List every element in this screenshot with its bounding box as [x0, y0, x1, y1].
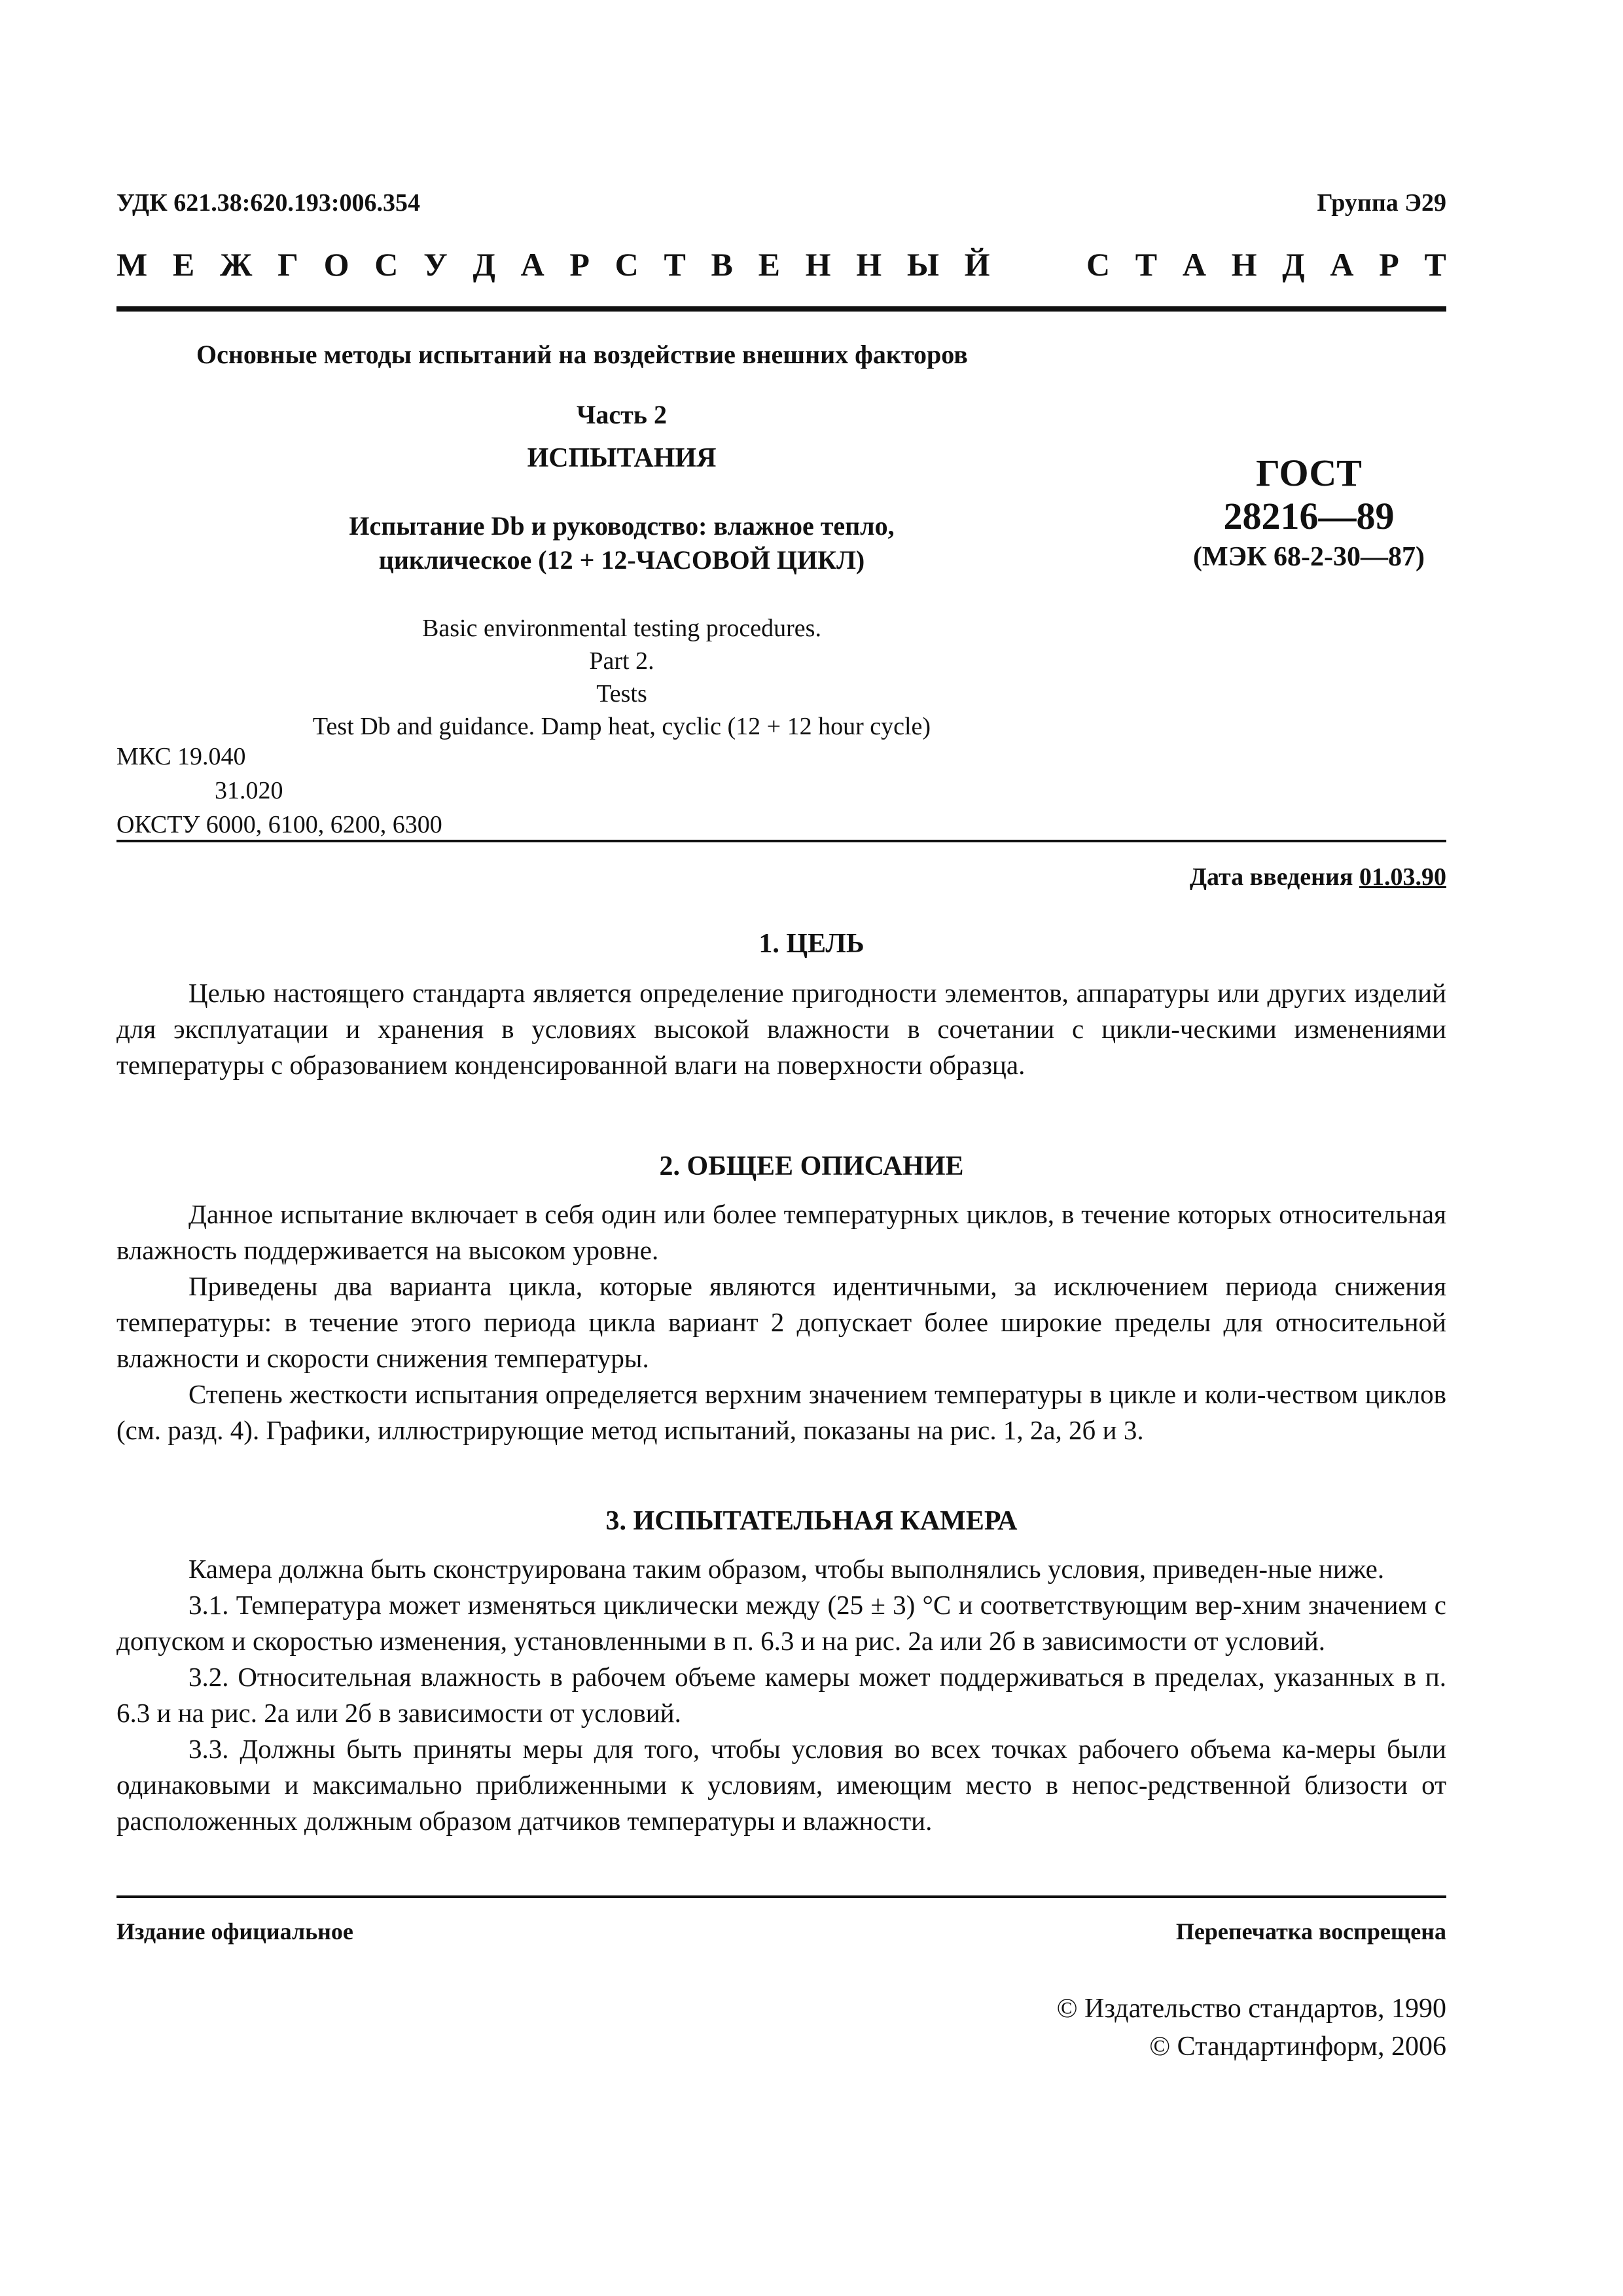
udk-code: УДК 621.38:620.193:006.354 [116, 189, 421, 217]
section-heading-2: 2. ОБЩЕЕ ОПИСАНИЕ [659, 1151, 964, 1181]
section-body-3 [116, 1551, 1446, 1839]
banner-letter: У [423, 246, 448, 283]
paragraph: Приведены два варианта цикла, которые являются идентичными, за исключением периода снижения температуры: в течение этого периода цикла вариант 2 допускает более широкие пределы для относительной влажности и скорости снижения температуры. [116, 1271, 1446, 1373]
classification-codes [116, 740, 442, 842]
paragraph: Камера должна быть сконструирована таким образом, чтобы выполнялись условия, приведен-ные ниже. [188, 1554, 1385, 1584]
banner-word-gap [1015, 245, 1061, 283]
banner-letter: Ы [906, 246, 939, 283]
reprint-prohibited-note: Перепечатка воспрещена [1175, 1918, 1446, 1945]
english-title-line-1: Basic environmental testing procedures. [422, 615, 821, 642]
paragraph: 3.1. Температура может изменяться циклически между (25 ± 3) °C и соответствующим вер-хним значением с допуском и скоростью изменения, установленными в п. 6.3 и на рис. 2а или 2б в зависимости от условий. [116, 1590, 1446, 1656]
banner-letter: А [1330, 246, 1354, 283]
okstu-code: ОКСТУ 6000, 6100, 6200, 6300 [116, 811, 442, 838]
introduction-date [1190, 863, 1446, 891]
middle-rule [116, 840, 1446, 842]
introduction-date-label: Дата введения [1189, 863, 1353, 891]
introduction-date-value: 01.03.90 [1359, 863, 1446, 891]
paragraph: Целью настоящего стандарта является определение пригодности элементов, аппаратуры или других изделий для эксплуатации и хранения в условиях высокой влажности в сочетании с цикли-ческими изменениями температуры с образованием конденсированной влаги на поверхности образца. [116, 978, 1446, 1080]
section-body-2 [116, 1196, 1446, 1448]
section-body-1 [116, 975, 1446, 1083]
banner-letter: А [1182, 246, 1206, 283]
paragraph: 3.3. Должны быть приняты меры для того, чтобы условия во всех точках рабочего объема ка-меры были одинаковыми и максимально приближенными к условиям, имеющим место в непос-редственной близости от расположенных должным образом датчиков температуры и влажности. [116, 1734, 1446, 1836]
banner-letter: О [323, 246, 349, 283]
section-heading-1: 1. ЦЕЛЬ [758, 929, 865, 959]
english-title-line-3: Tests [596, 680, 647, 708]
gost-label: ГОСТ [1256, 452, 1362, 494]
copyright-block [1057, 1990, 1446, 2066]
bottom-rule [116, 1895, 1446, 1898]
english-title-line-2: Part 2. [589, 647, 654, 675]
banner-letter: Т [1135, 246, 1158, 283]
paragraph: 3.2. Относительная влажность в рабочем объеме камеры может поддерживаться в пределах, указанных в п. 6.3 и на рис. 2а или 2б в зависимости от условий. [116, 1662, 1446, 1728]
banner-letter: М [116, 246, 148, 283]
standard-banner [116, 245, 1446, 283]
banner-letter: Н [805, 246, 831, 283]
banner-letter: С [615, 246, 639, 283]
document-subject: Основные методы испытаний на воздействие внешних факторов [196, 340, 968, 369]
banner-letter: Ж [219, 246, 253, 283]
part-number: Часть 2 [577, 400, 667, 429]
standard-designation [1113, 452, 1505, 576]
section-title: ИСПЫТАНИЯ [527, 443, 717, 473]
banner-letter: Т [664, 246, 686, 283]
test-title-line-2: циклическое (12 + 12-ЧАСОВОЙ ЦИКЛ) [378, 545, 865, 575]
banner-letter: Н [856, 246, 882, 283]
paragraph: Степень жесткости испытания определяется верхним значением температуры в цикле и коли-чеством циклов (см. разд. 4). Графики, иллюстрирующие метод испытаний, показаны на рис. 1, 2а, 2б и 3. [116, 1379, 1446, 1445]
test-title-line-1: Испытание Db и руководство: влажное тепло, [349, 511, 895, 541]
english-title-line-4: Test Db and guidance. Damp heat, cyclic (12 + 12 hour cycle) [312, 713, 931, 740]
english-title [196, 612, 1047, 743]
banner-letter: Р [1379, 246, 1399, 283]
banner-letter: Т [1424, 246, 1446, 283]
banner-letter: Н [1231, 246, 1257, 283]
banner-letter: Й [964, 246, 990, 283]
banner-letter: В [711, 246, 733, 283]
copyright-line-1: © Издательство стандартов, 1990 [1056, 1994, 1446, 2024]
group-code: Группа Э29 [1317, 189, 1446, 217]
iec-reference: (МЭК 68-2-30—87) [1192, 542, 1425, 572]
banner-letter: Р [569, 246, 590, 283]
copyright-line-2: © Стандартинформ, 2006 [1149, 2032, 1446, 2062]
section-heading-3: 3. ИСПЫТАТЕЛЬНАЯ КАМЕРА [605, 1506, 1018, 1536]
test-title [0, 509, 1243, 577]
top-rule [116, 306, 1446, 312]
banner-letter: Д [473, 246, 495, 283]
paragraph: Данное испытание включает в себя один или более температурных циклов, в течение которых относительная влажность поддерживается на высоком уровне. [116, 1199, 1446, 1265]
banner-letter: С [1086, 246, 1111, 283]
gost-number: 28216—89 [1223, 495, 1395, 537]
banner-letter: Д [1282, 246, 1305, 283]
mks-code-1: МКС 19.040 [116, 743, 246, 770]
banner-letter: Г [277, 246, 298, 283]
banner-letter: С [374, 246, 399, 283]
banner-letter: А [520, 246, 544, 283]
banner-letter: Е [758, 246, 780, 283]
banner-letter: Е [172, 246, 195, 283]
mks-code-2: 31.020 [215, 777, 283, 804]
official-edition-note: Издание официальное [116, 1918, 353, 1945]
